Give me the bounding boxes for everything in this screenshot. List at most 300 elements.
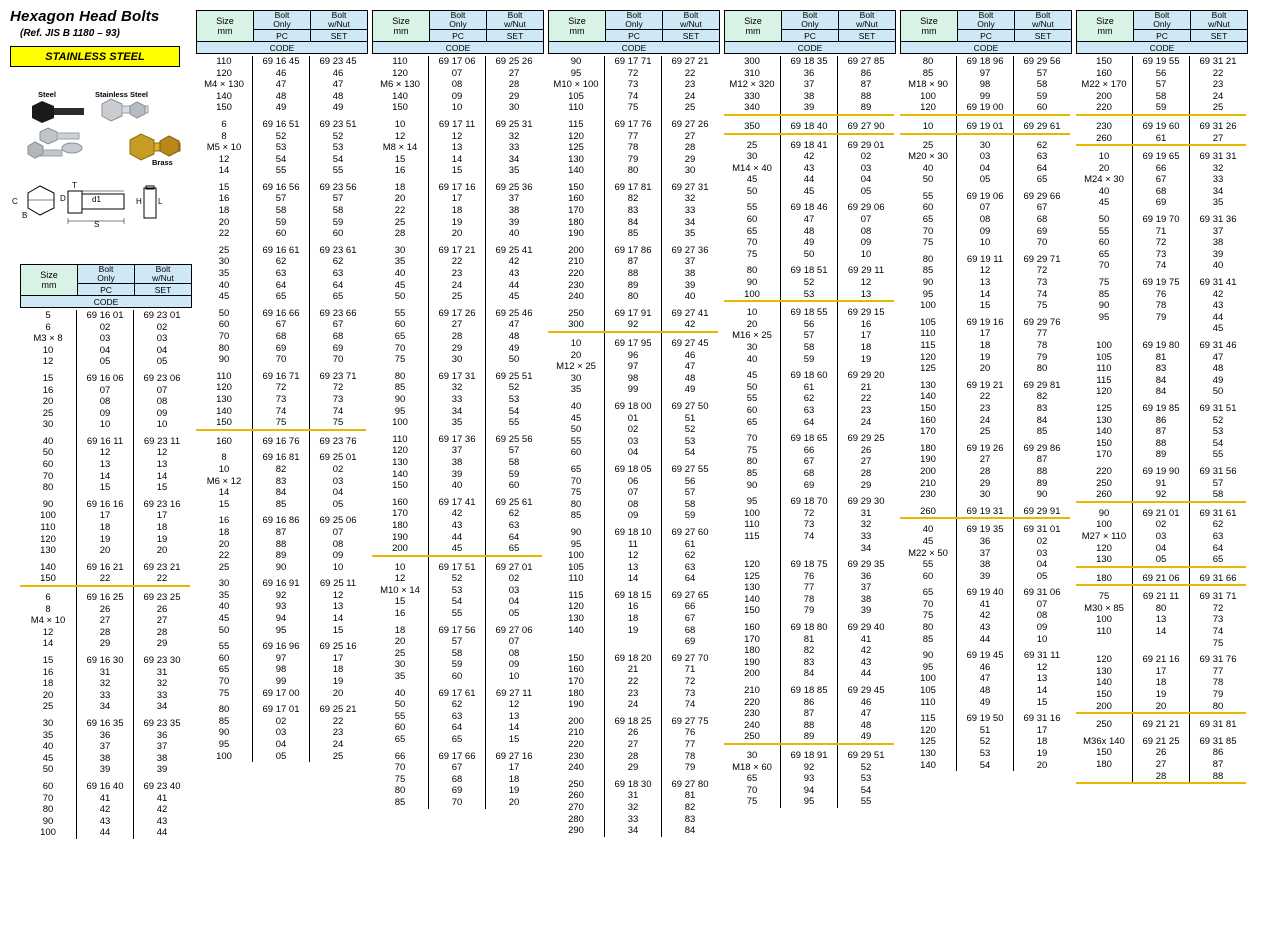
cell-set-code: 02: [1014, 536, 1071, 548]
cell-pc-code: 30: [957, 134, 1014, 152]
cell-set-code: 89: [838, 102, 895, 115]
cell-set-code: 69 23 71: [310, 366, 367, 383]
table-row: [20, 776, 190, 793]
table-row: [900, 300, 1070, 312]
cell-size: 8: [221, 452, 227, 464]
table-row: [724, 330, 894, 342]
cell-size: 65: [570, 463, 582, 475]
table-row: [548, 205, 718, 217]
table-row: [372, 457, 542, 469]
cell-set-code: 69 31 21: [1190, 56, 1247, 68]
cell-size: 100: [920, 90, 936, 102]
cell-set-code: 13: [310, 602, 367, 614]
cell-set-code: 57: [1014, 68, 1071, 80]
table-row: [1076, 198, 1246, 210]
table-header-3: [548, 10, 720, 54]
cell-pc-code: 69 17 81: [605, 177, 662, 194]
cell-set-code: 69 25 36: [486, 177, 543, 194]
cell-set-code: 37: [486, 194, 543, 206]
cell-size: 5: [45, 309, 51, 321]
cell-size: 55: [570, 435, 582, 447]
cell-size: 260: [568, 790, 584, 802]
table-row: [20, 431, 190, 448]
cell-pc-code: 26: [605, 727, 662, 739]
table-row: [548, 602, 718, 614]
cell-pc-code: 69 16 56: [253, 177, 310, 194]
cell-pc-code: 86: [781, 697, 838, 709]
table-row: [548, 142, 718, 154]
cell-pc-code: 97: [957, 68, 1014, 80]
cell-set-code: 05: [134, 356, 191, 368]
cell-pc-code: 92: [253, 590, 310, 602]
cell-size: M27 × 110: [1081, 530, 1127, 542]
cell-pc-code: 52: [253, 131, 310, 143]
cell-size: 95: [1098, 311, 1110, 323]
cell-size: 200: [920, 465, 936, 477]
cell-pc-code: 69 17 71: [605, 56, 662, 68]
table-row: [196, 205, 366, 217]
cell-size: 50: [218, 624, 230, 636]
table-row: [1076, 133, 1246, 146]
cell-pc-code: 69 16 30: [77, 650, 134, 667]
cell-size: 90: [1098, 507, 1110, 519]
cell-size: M18 × 90: [908, 79, 948, 91]
table-row: [724, 382, 894, 394]
table-row: [196, 590, 366, 602]
cell-set-code: 43: [134, 816, 191, 828]
cell-size: 250: [568, 307, 584, 319]
table-row: [196, 319, 366, 331]
cell-size: 75: [746, 248, 758, 260]
cell-size: 120: [216, 67, 232, 79]
cell-size: 120: [568, 601, 584, 613]
cell-size: 22: [394, 205, 406, 217]
cell-size: 90: [570, 526, 582, 538]
table-row: [1076, 375, 1246, 387]
cell-set-code: 69 29 20: [838, 365, 895, 382]
table-row: [724, 697, 894, 709]
cell-pc-code: 29: [605, 762, 662, 774]
table-row: [372, 268, 542, 280]
cell-size: 50: [42, 764, 54, 776]
code-table-column-5: [900, 10, 1072, 771]
table-row: [20, 793, 190, 805]
cell-pc-code: 94: [253, 613, 310, 625]
cell-size: M5 × 10: [206, 142, 242, 154]
cell-set-code: 09: [1014, 622, 1071, 634]
cell-size: 85: [218, 715, 230, 727]
table-row: [196, 228, 366, 240]
cell-set-code: 40: [486, 228, 543, 240]
header-size: Size mm: [1077, 11, 1134, 42]
cell-set-code: 69: [310, 343, 367, 355]
cell-set-code: 89: [1014, 478, 1071, 490]
cell-size: 65: [922, 587, 934, 599]
cell-size: 25: [42, 701, 54, 713]
cell-pc-code: 69 16 35: [77, 713, 134, 730]
table-row: [548, 550, 718, 562]
cell-set-code: 73: [1190, 615, 1247, 627]
table-row: [548, 291, 718, 303]
table-row: [548, 332, 718, 350]
cell-pc-code: 69 19 11: [957, 249, 1014, 266]
cell-size: M4 × 130: [204, 79, 244, 91]
cell-set-code: 30: [662, 165, 719, 177]
cell-set-code: 69 31 01: [1014, 518, 1071, 536]
table-row: [548, 131, 718, 143]
cell-pc-code: 69 17 61: [429, 683, 486, 700]
cell-pc-code: 24: [429, 280, 486, 292]
cell-pc-code: 69 17 21: [429, 240, 486, 257]
table-row: [548, 361, 718, 373]
cell-pc-code: 69 18 60: [781, 365, 838, 382]
table-row: [372, 394, 542, 406]
cell-pc-code: 69 17 91: [605, 303, 662, 320]
cell-size: M6 × 12: [206, 475, 242, 487]
header-pc: PC: [1134, 30, 1191, 42]
table-row: [548, 585, 718, 602]
cell-size: 15: [42, 654, 54, 666]
table-row: [20, 627, 190, 639]
cell-set-code: 73: [310, 394, 367, 406]
cell-size: 230: [920, 489, 936, 501]
cell-size: 35: [394, 256, 406, 268]
table-row: [1076, 554, 1246, 567]
cell-size: 55: [746, 393, 758, 405]
cell-size: 120: [40, 533, 56, 545]
cell-pc-code: 69 16 76: [253, 430, 310, 448]
header-bolt-wnut: Bolt w/Nut: [135, 265, 192, 284]
cell-pc-code: 19: [77, 534, 134, 546]
cell-pc-code: 59: [429, 660, 486, 672]
cell-size: M36x 140: [1083, 735, 1125, 747]
cell-pc-code: 53: [781, 289, 838, 302]
cell-pc-code: 19: [605, 625, 662, 637]
header-size: Size mm: [21, 265, 78, 296]
table-row: [372, 620, 542, 637]
cell-set-code: 05: [1014, 571, 1071, 583]
cell-size: 16: [394, 608, 406, 620]
cell-pc-code: 69 17 36: [429, 429, 486, 446]
cell-pc-code: 15: [957, 300, 1014, 312]
cell-set-code: 20: [310, 688, 367, 700]
cell-pc-code: 48: [957, 685, 1014, 697]
cell-set-code: 69 31 61: [1190, 502, 1247, 520]
cell-size: 100: [1096, 519, 1112, 531]
cell-set-code: 83: [662, 814, 719, 826]
cell-set-code: 09: [310, 550, 367, 562]
cell-pc-code: 58: [253, 205, 310, 217]
cell-size: 190: [920, 454, 936, 466]
header-bolt-wnut: Bolt w/Nut: [663, 11, 720, 30]
cell-set-code: 39: [1190, 249, 1247, 261]
cell-set-code: 88: [1190, 771, 1247, 784]
table-row: [900, 134, 1070, 152]
cell-size: 75: [922, 610, 934, 622]
table-row: [548, 648, 718, 665]
table-row: [196, 165, 366, 177]
cell-pc-code: 69 16 61: [253, 240, 310, 257]
cell-size: 25: [746, 139, 758, 151]
cell-size: 80: [394, 785, 406, 797]
header-code: CODE: [21, 296, 192, 308]
cell-set-code: 17: [310, 653, 367, 665]
cell-pc-code: 14: [1133, 626, 1190, 638]
cell-pc-code: 34: [77, 701, 134, 713]
cell-pc-code: 78: [1133, 300, 1190, 312]
code-table-2: [372, 56, 542, 809]
cell-pc-code: 12: [605, 550, 662, 562]
cell-set-code: 36: [134, 730, 191, 742]
table-row: [20, 753, 190, 765]
cell-size: 230: [1076, 115, 1133, 133]
cell-set-code: 63: [662, 562, 719, 574]
table-row: [724, 468, 894, 480]
table-row: [724, 226, 894, 238]
cell-pc-code: 22: [957, 391, 1014, 403]
cell-pc-code: 23: [605, 688, 662, 700]
cell-set-code: 44: [1190, 312, 1247, 324]
cell-pc-code: 43: [957, 622, 1014, 634]
cell-size: 110: [216, 55, 232, 67]
cell-size: 50: [746, 381, 758, 393]
cell-set-code: 57: [486, 445, 543, 457]
table-row: [724, 680, 894, 697]
cell-set-code: 52: [1190, 415, 1247, 427]
table-row: [1076, 449, 1246, 461]
cell-size: 45: [922, 535, 934, 547]
header-bolt-only: Bolt Only: [606, 11, 663, 30]
code-table-4: [724, 56, 894, 808]
cell-pc-code: 69 16 06: [77, 368, 134, 385]
cell-pc-code: 84: [605, 217, 662, 229]
cell-pc-code: 04: [957, 163, 1014, 175]
cell-pc-code: 99: [605, 384, 662, 396]
table-row: [900, 571, 1070, 583]
table-row: [724, 174, 894, 186]
table-row: [1076, 489, 1246, 502]
cell-set-code: 04: [838, 174, 895, 186]
table-row: [20, 534, 190, 546]
table-row: [548, 424, 718, 436]
cell-size: 100: [744, 507, 760, 519]
table-row: [548, 177, 718, 194]
cell-set-code: 39: [838, 606, 895, 618]
cell-size: 12: [394, 130, 406, 142]
cell-pc-code: 39: [957, 571, 1014, 583]
cell-size: 140: [1096, 677, 1112, 689]
cell-size: 170: [744, 633, 760, 645]
cell-pc-code: 63: [429, 711, 486, 723]
table-row: [548, 727, 718, 739]
cell-size: 14: [42, 638, 54, 650]
cell-set-code: 34: [838, 543, 895, 555]
cell-size: 150: [392, 480, 408, 492]
cell-size: 50: [570, 424, 582, 436]
cell-size: 140: [216, 90, 232, 102]
cell-size: 170: [1096, 449, 1112, 461]
cell-pc-code: 69 18 91: [781, 744, 838, 762]
cell-size: 260: [900, 501, 957, 519]
table-row: [372, 331, 542, 343]
cell-set-code: 70: [310, 354, 367, 366]
table-row: [548, 711, 718, 728]
header-pc: PC: [78, 284, 135, 296]
cell-size: 95: [922, 288, 934, 300]
cell-size: 180: [1076, 567, 1133, 586]
cell-pc-code: 47: [253, 79, 310, 91]
cell-set-code: 47: [310, 79, 367, 91]
cell-set-code: 69 27 01: [486, 556, 543, 574]
cell-size: M24 × 30: [1084, 174, 1124, 186]
cell-set-code: 18: [310, 665, 367, 677]
table-row: [372, 291, 542, 303]
table-row: [548, 636, 718, 648]
cell-pc-code: 54: [957, 760, 1014, 772]
table-row: [1076, 747, 1246, 759]
cell-set-code: 55: [310, 165, 367, 177]
table-row: [548, 91, 718, 103]
cell-size: 130: [40, 545, 56, 557]
cell-pc-code: 31: [77, 667, 134, 679]
cell-set-code: 17: [134, 511, 191, 523]
table-row: [724, 657, 894, 669]
table-row: [900, 697, 1070, 709]
cell-size: 40: [42, 435, 54, 447]
cell-size: 130: [568, 613, 584, 625]
cell-size: 95: [922, 661, 934, 673]
cell-size: 22: [218, 550, 230, 562]
cell-pc-code: 44: [957, 634, 1014, 646]
cell-size: 115: [568, 118, 584, 130]
cell-set-code: 12: [134, 448, 191, 460]
cell-set-code: 69 29 71: [1014, 249, 1071, 266]
cell-pc-code: 75: [253, 417, 310, 430]
cell-pc-code: 23: [429, 268, 486, 280]
table-row: [196, 739, 366, 751]
table-row: [900, 56, 1070, 68]
table-row: [724, 606, 894, 618]
cell-set-code: 24: [310, 739, 367, 751]
cell-set-code: 69 29 51: [838, 744, 895, 762]
cell-size: 160: [568, 664, 584, 676]
table-row: [196, 354, 366, 366]
cell-pc-code: 74: [781, 531, 838, 543]
cell-pc-code: 69 16 86: [253, 510, 310, 527]
cell-size: 70: [394, 342, 406, 354]
cell-size: 90: [394, 393, 406, 405]
cell-set-code: 48: [1190, 363, 1247, 375]
cell-size: 55: [922, 559, 934, 571]
cell-size: 150: [1096, 747, 1112, 759]
cell-pc-code: 69 16 81: [253, 447, 310, 464]
cell-set-code: 24: [1190, 91, 1247, 103]
table-row: [1076, 56, 1246, 68]
cell-pc-code: 29: [77, 638, 134, 650]
cell-set-code: 22: [838, 393, 895, 405]
cell-set-code: 78: [662, 751, 719, 763]
cell-size: 150: [392, 102, 408, 114]
table-row: [1076, 261, 1246, 273]
cell-pc-code: 10: [77, 419, 134, 431]
cell-pc-code: 25: [957, 426, 1014, 438]
cell-pc-code: 68: [781, 468, 838, 480]
table-row: [548, 790, 718, 802]
header-set: SET: [487, 30, 544, 42]
table-row: [548, 240, 718, 257]
cell-size: 75: [394, 354, 406, 366]
table-row: [372, 699, 542, 711]
cell-set-code: 10: [486, 671, 543, 683]
cell-set-code: 69 27 21: [662, 56, 719, 68]
cell-set-code: 64: [1014, 163, 1071, 175]
cell-size: 140: [392, 90, 408, 102]
cell-size: 60: [394, 722, 406, 734]
table-row: [1076, 226, 1246, 238]
table-row: [372, 194, 542, 206]
cell-set-code: 57: [1190, 478, 1247, 490]
header-size: Size mm: [197, 11, 254, 42]
table-row: [900, 415, 1070, 427]
cell-set-code: 49: [1190, 375, 1247, 387]
table-row: [1076, 649, 1246, 666]
cell-pc-code: 33: [605, 814, 662, 826]
table-row: [20, 804, 190, 816]
cell-set-code: 13: [486, 711, 543, 723]
table-row: [1076, 91, 1246, 103]
cell-size: M3 × 8: [33, 333, 63, 345]
header-bolt-only: Bolt Only: [78, 265, 135, 284]
cell-pc-code: 08: [957, 214, 1014, 226]
cell-set-code: 34: [134, 701, 191, 713]
table-row: [900, 708, 1070, 725]
table-row: [20, 730, 190, 742]
cell-size: M16 × 25: [732, 330, 772, 342]
cell-set-code: 18: [134, 522, 191, 534]
table-row: [20, 522, 190, 534]
cell-size: 25: [394, 216, 406, 228]
cell-pc-code: 27: [77, 615, 134, 627]
cell-set-code: 18: [838, 342, 895, 354]
cell-set-code: 15: [134, 482, 191, 494]
table-row: [548, 350, 718, 362]
cell-set-code: 67: [662, 613, 719, 625]
cell-pc-code: 68: [429, 774, 486, 786]
table-row: [900, 438, 1070, 455]
table-row: [900, 454, 1070, 466]
cell-pc-code: 01: [605, 413, 662, 425]
cell-set-code: 69 27 26: [662, 114, 719, 131]
code-table-column-6: [1076, 10, 1248, 784]
table-row: [1076, 415, 1246, 427]
cell-pc-code: 08: [77, 396, 134, 408]
cell-set-code: 03: [486, 585, 543, 597]
svg-text:H: H: [136, 197, 142, 206]
cell-pc-code: 13: [605, 562, 662, 574]
table-row: [372, 257, 542, 269]
cell-pc-code: 46: [957, 662, 1014, 674]
cell-pc-code: 61: [781, 382, 838, 394]
cell-set-code: 58: [1190, 489, 1247, 502]
cell-size: 150: [1096, 437, 1112, 449]
cell-set-code: 50: [1190, 386, 1247, 398]
table-row: [372, 429, 542, 446]
cell-set-code: 69 29 06: [838, 198, 895, 215]
cell-size: 130: [568, 153, 584, 165]
cell-pc-code: 92: [605, 319, 662, 332]
cell-size: 125: [568, 142, 584, 154]
cell-pc-code: 74: [605, 91, 662, 103]
